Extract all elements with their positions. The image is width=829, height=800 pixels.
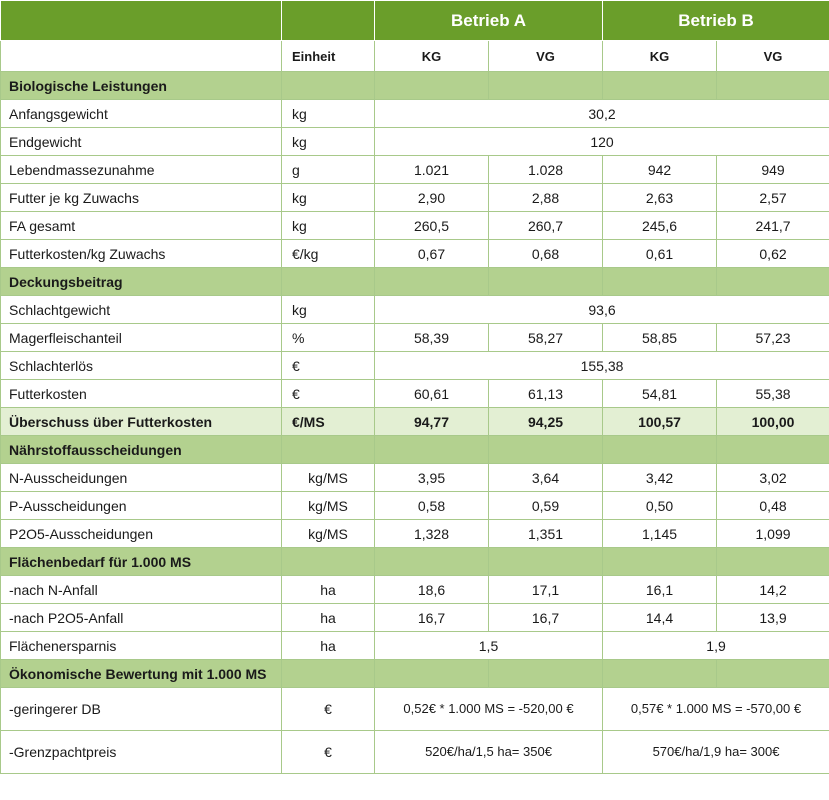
section-title: Biologische Leistungen [1, 72, 282, 100]
section-oekonomie [1, 660, 829, 688]
row-label: Überschuss über Futterkosten [1, 408, 282, 436]
header-betrieb-a: Betrieb A [375, 1, 603, 41]
value-a-kg: 260,5 [375, 212, 489, 240]
value-a-vg: 2,88 [489, 184, 603, 212]
value-b-vg: 100,00 [717, 408, 829, 436]
table-row [1, 380, 829, 408]
table-row [1, 520, 829, 548]
table-row-highlight [1, 408, 829, 436]
table-row [1, 156, 829, 184]
header-row-group [1, 41, 829, 72]
section-title: Ökonomische Bewertung mit 1.000 MS [1, 660, 282, 688]
row-unit: € [282, 380, 375, 408]
row-unit: kg/MS [282, 520, 375, 548]
row-unit: ha [282, 632, 375, 660]
table-row [1, 324, 829, 352]
table-row [1, 688, 829, 731]
value-a-vg: 1.028 [489, 156, 603, 184]
header-b-kg: KG [603, 41, 717, 72]
value-a-vg: 94,25 [489, 408, 603, 436]
row-unit: €/kg [282, 240, 375, 268]
header-betrieb-b: Betrieb B [603, 1, 829, 41]
row-unit: kg/MS [282, 464, 375, 492]
value-b-kg: 58,85 [603, 324, 717, 352]
table-row [1, 632, 829, 660]
value-a-kg: 0,58 [375, 492, 489, 520]
value-a-vg: 260,7 [489, 212, 603, 240]
row-label: -nach P2O5-Anfall [1, 604, 282, 632]
value-betrieb-a: 520€/ha/1,5 ha= 350€ [375, 731, 603, 774]
table-row [1, 100, 829, 128]
value-b-kg: 245,6 [603, 212, 717, 240]
row-label: Flächenersparnis [1, 632, 282, 660]
row-unit: g [282, 156, 375, 184]
merged-value: 155,38 [375, 352, 829, 380]
value-a-kg: 0,67 [375, 240, 489, 268]
value-a-kg: 3,95 [375, 464, 489, 492]
value-b-kg: 16,1 [603, 576, 717, 604]
row-unit: kg [282, 296, 375, 324]
table-row [1, 212, 829, 240]
value-b-kg: 1,145 [603, 520, 717, 548]
table-row [1, 576, 829, 604]
section-title: Deckungsbeitrag [1, 268, 282, 296]
table-row [1, 604, 829, 632]
header-corner-unit [282, 1, 375, 41]
value-b-vg: 55,38 [717, 380, 829, 408]
header-b-vg: VG [717, 41, 829, 72]
value-a-kg: 60,61 [375, 380, 489, 408]
value-b-kg: 2,63 [603, 184, 717, 212]
header-row-betrieb [1, 1, 829, 41]
value-betrieb-a: 0,52€ * 1.000 MS = -520,00 € [375, 688, 603, 731]
value-b-vg: 14,2 [717, 576, 829, 604]
value-a-kg: 94,77 [375, 408, 489, 436]
value-a-vg: 3,64 [489, 464, 603, 492]
section-flaeche [1, 548, 829, 576]
value-a-vg: 61,13 [489, 380, 603, 408]
value-b-kg: 3,42 [603, 464, 717, 492]
row-unit: ha [282, 604, 375, 632]
row-unit: € [282, 352, 375, 380]
value-betrieb-b: 1,9 [603, 632, 829, 660]
section-title: Nährstoffausscheidungen [1, 436, 282, 464]
value-a-vg: 17,1 [489, 576, 603, 604]
table-row [1, 352, 829, 380]
row-label: Schlachtgewicht [1, 296, 282, 324]
row-label: P2O5-Ausscheidungen [1, 520, 282, 548]
value-b-vg: 0,48 [717, 492, 829, 520]
value-b-vg: 3,02 [717, 464, 829, 492]
value-b-vg: 949 [717, 156, 829, 184]
value-a-vg: 1,351 [489, 520, 603, 548]
section-bio [1, 72, 829, 100]
header-corner [1, 1, 282, 41]
row-label: -nach N-Anfall [1, 576, 282, 604]
value-b-vg: 241,7 [717, 212, 829, 240]
value-a-vg: 0,59 [489, 492, 603, 520]
value-betrieb-b: 0,57€ * 1.000 MS = -570,00 € [603, 688, 829, 731]
table-row [1, 296, 829, 324]
value-betrieb-a: 1,5 [375, 632, 603, 660]
section-title: Flächenbedarf für 1.000 MS [1, 548, 282, 576]
value-a-vg: 16,7 [489, 604, 603, 632]
row-label: Futterkosten/kg Zuwachs [1, 240, 282, 268]
table-row [1, 731, 829, 774]
row-unit: € [282, 731, 375, 774]
value-a-kg: 1,328 [375, 520, 489, 548]
header-label-blank [1, 41, 282, 72]
table-row [1, 240, 829, 268]
value-b-vg: 57,23 [717, 324, 829, 352]
row-label: Futter je kg Zuwachs [1, 184, 282, 212]
row-unit: kg [282, 212, 375, 240]
value-betrieb-b: 570€/ha/1,9 ha= 300€ [603, 731, 829, 774]
row-label: Futterkosten [1, 380, 282, 408]
section-db [1, 268, 829, 296]
value-b-kg: 54,81 [603, 380, 717, 408]
value-b-vg: 2,57 [717, 184, 829, 212]
row-unit: €/MS [282, 408, 375, 436]
row-label: Endgewicht [1, 128, 282, 156]
row-label: N-Ausscheidungen [1, 464, 282, 492]
row-label: Schlachterlös [1, 352, 282, 380]
value-b-kg: 0,50 [603, 492, 717, 520]
row-unit: % [282, 324, 375, 352]
row-unit: kg [282, 100, 375, 128]
value-b-vg: 13,9 [717, 604, 829, 632]
header-a-kg: KG [375, 41, 489, 72]
value-b-vg: 0,62 [717, 240, 829, 268]
header-einheit: Einheit [282, 41, 375, 72]
row-unit: kg/MS [282, 492, 375, 520]
section-naehrstoff [1, 436, 829, 464]
value-b-kg: 14,4 [603, 604, 717, 632]
value-a-kg: 1.021 [375, 156, 489, 184]
merged-value: 120 [375, 128, 829, 156]
value-a-kg: 16,7 [375, 604, 489, 632]
value-a-vg: 0,68 [489, 240, 603, 268]
row-unit: kg [282, 184, 375, 212]
row-label: Anfangsgewicht [1, 100, 282, 128]
table-row [1, 464, 829, 492]
value-a-kg: 58,39 [375, 324, 489, 352]
row-unit: ha [282, 576, 375, 604]
merged-value: 93,6 [375, 296, 829, 324]
value-b-kg: 942 [603, 156, 717, 184]
value-a-kg: 2,90 [375, 184, 489, 212]
value-b-kg: 0,61 [603, 240, 717, 268]
merged-value: 30,2 [375, 100, 829, 128]
table-row [1, 184, 829, 212]
header-a-vg: VG [489, 41, 603, 72]
row-label: -Grenzpachtpreis [1, 731, 282, 774]
table-row [1, 492, 829, 520]
row-label: FA gesamt [1, 212, 282, 240]
value-b-kg: 100,57 [603, 408, 717, 436]
row-label: P-Ausscheidungen [1, 492, 282, 520]
row-unit: kg [282, 128, 375, 156]
row-unit: € [282, 688, 375, 731]
value-b-vg: 1,099 [717, 520, 829, 548]
row-label: Magerfleischanteil [1, 324, 282, 352]
value-a-vg: 58,27 [489, 324, 603, 352]
table-row [1, 128, 829, 156]
row-label: Lebendmassezunahme [1, 156, 282, 184]
row-label: -geringerer DB [1, 688, 282, 731]
value-a-kg: 18,6 [375, 576, 489, 604]
